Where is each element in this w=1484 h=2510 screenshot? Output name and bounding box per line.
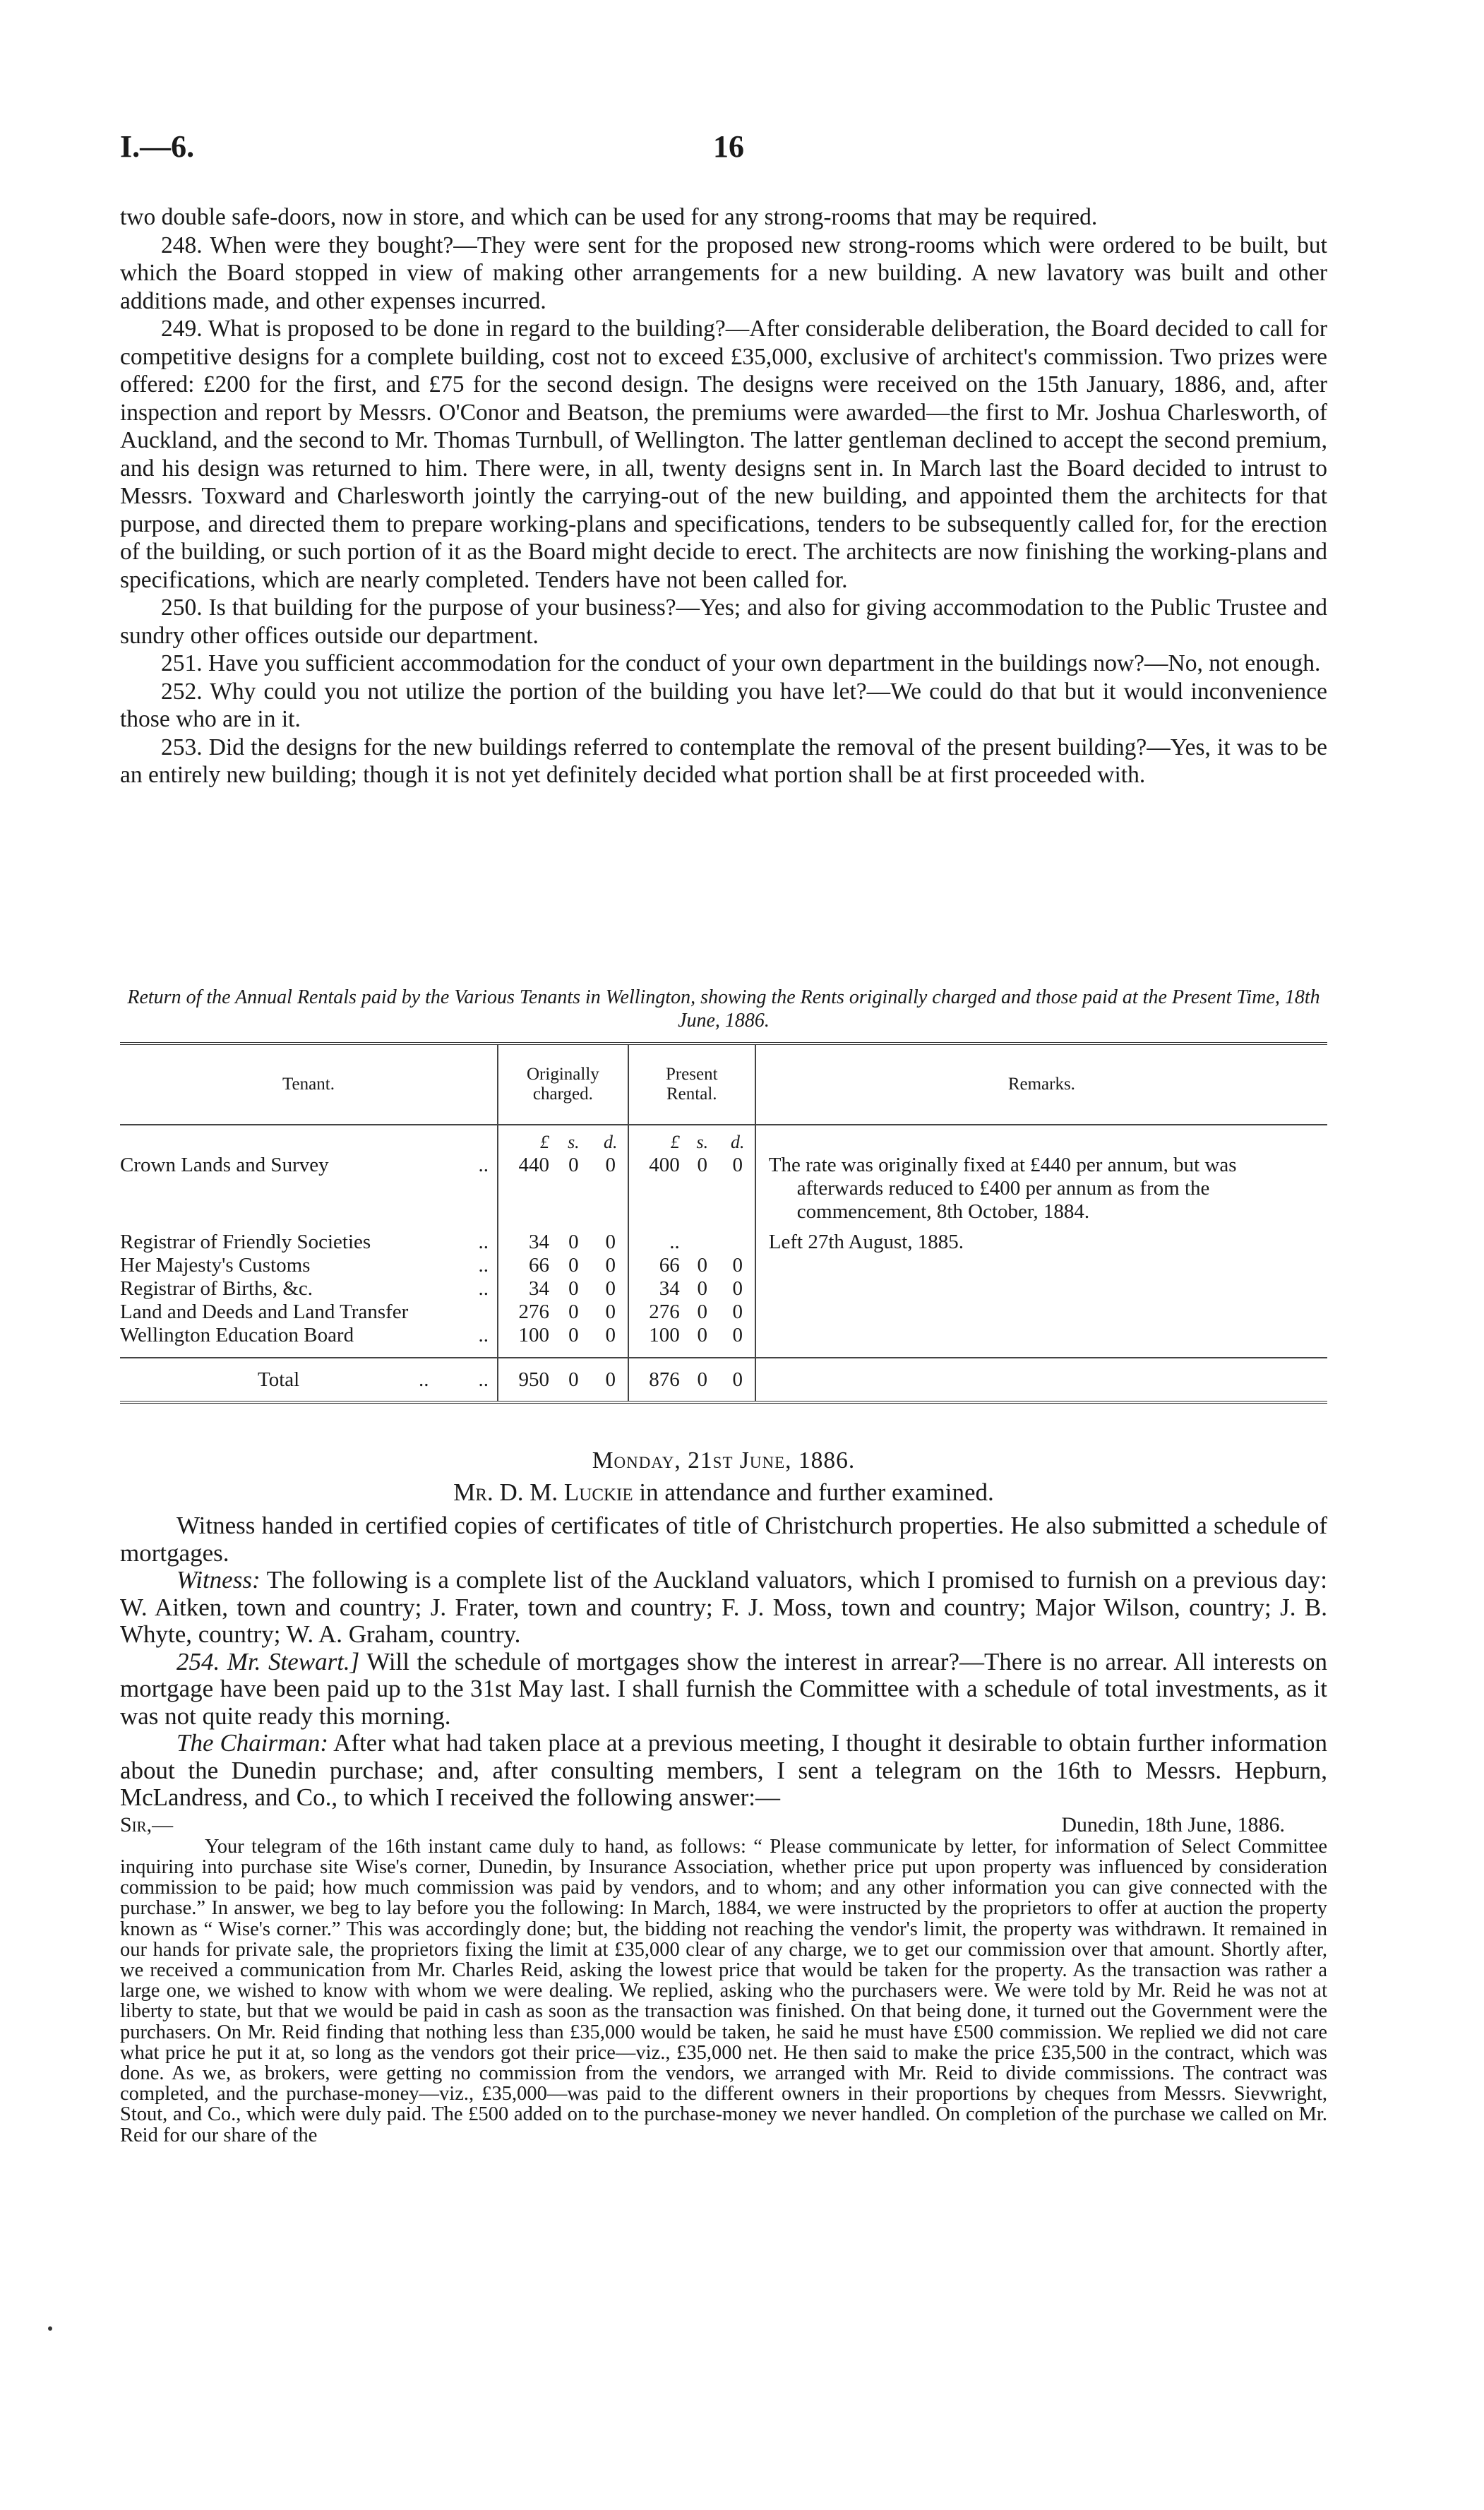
meeting-paragraphs: [120, 1512, 1327, 1812]
tenant-name: Crown Lands and Survey: [120, 1154, 329, 1176]
orig-pence: 0: [605, 1231, 616, 1253]
pres-pounds: 100: [649, 1324, 680, 1346]
dot-leader: ..: [478, 1231, 489, 1253]
pres-pence: 0: [732, 1324, 743, 1346]
unit-shillings: s.: [696, 1132, 709, 1152]
orig-shillings: 0: [568, 1254, 579, 1277]
speaker: The Chairman:: [176, 1729, 329, 1757]
margin-mark: [48, 2326, 52, 2331]
orig-shillings: 0: [568, 1277, 579, 1300]
table-row: [120, 1154, 1327, 1231]
attendance-line: [120, 1478, 1327, 1507]
pres-pounds: 276: [649, 1301, 680, 1323]
orig-pounds: 276: [518, 1301, 549, 1323]
orig-shillings: 0: [568, 1231, 579, 1253]
table-row: [120, 1324, 1327, 1358]
orig-shillings: 0: [568, 1301, 579, 1323]
orig-pounds: 34: [529, 1277, 549, 1300]
paragraph-text: The following is a complete list of the Auckland valuators, which I promised to furnish on a previous day: W. Aitken, town and country; J. Frater, town and country; F. J. Moss, town and country; Major Wilson, country; J. B. Whyte, country; W. A. Graham, country.: [120, 1566, 1327, 1648]
table-row: [120, 1231, 1327, 1254]
total-pres-shillings: 0: [697, 1368, 708, 1391]
dot-leader: ..: [478, 1277, 489, 1300]
pres-shillings: 0: [697, 1324, 708, 1346]
paragraph-text: After what had taken place at a previous meeting, I thought it desirable to obtain further information about the Dunedin purchase; and, after consulting members, I sent a telegram on the 16th to Messrs. Hepburn, McLandress, and Co., to which I received the following answer:—: [120, 1729, 1327, 1811]
tenant-name: Land and Deeds and Land Transfer: [120, 1301, 409, 1323]
total-orig-pence: 0: [605, 1368, 616, 1391]
unit-pence: d.: [604, 1132, 618, 1152]
paragraph: [120, 1567, 1327, 1649]
units-row: [120, 1125, 1327, 1154]
witness-name: Mr. D. M. Luckie: [453, 1478, 633, 1506]
page-number: 16: [713, 129, 744, 164]
pres-pence: 0: [732, 1254, 743, 1277]
pres-shillings: 0: [697, 1301, 708, 1323]
table-row: [120, 1301, 1327, 1324]
pres-shillings: [690, 1231, 715, 1254]
remarks-cell: Left 27th August, 1885.: [755, 1231, 1327, 1254]
speaker: Witness:: [176, 1566, 261, 1594]
header-original: Originally charged.: [498, 1045, 628, 1125]
pres-pounds: 66: [659, 1254, 680, 1277]
total-orig-pounds: 950: [518, 1368, 549, 1391]
tenant-name: Registrar of Births, &c.: [120, 1277, 313, 1300]
pres-shillings: 0: [697, 1254, 708, 1277]
letter: [120, 1812, 1327, 2146]
dot-leader: ..: [478, 1368, 489, 1391]
total-row: [120, 1358, 1327, 1401]
attendance-text: in attendance and further examined.: [633, 1478, 994, 1506]
orig-pounds: 440: [518, 1154, 549, 1176]
paragraph: [120, 1730, 1327, 1812]
pres-shillings: 0: [697, 1154, 708, 1176]
total-pres-pence: 0: [732, 1368, 743, 1391]
header-present: Present Rental.: [628, 1045, 755, 1125]
question-251: 251. Have you sufficient accommodation for the conduct of your own department in the buildings now?—No, not enough.: [161, 650, 1321, 676]
pres-pence: 0: [732, 1277, 743, 1300]
orig-shillings: 0: [568, 1324, 579, 1346]
unit-shillings: s.: [568, 1132, 580, 1152]
unit-pence: d.: [731, 1132, 745, 1152]
remarks-cell: [755, 1324, 1327, 1358]
pres-pence: 0: [732, 1301, 743, 1323]
total-orig-shillings: 0: [568, 1368, 579, 1391]
speaker: 254. Mr. Stewart.]: [176, 1647, 360, 1675]
question-248: 248. When were they bought?—They were sent for the proposed new strong-rooms which were ordered to be built, but which the Board stopped in view of making other arrangements for a new building. A new lavatory was built and other additions made, and other expenses incurred.: [120, 232, 1327, 314]
rentals-table: [120, 1045, 1327, 1401]
unit-pounds: £: [540, 1132, 549, 1152]
meeting-date-heading: Monday, 21st June, 1886.: [592, 1447, 856, 1474]
dot-leader: ..: [478, 1154, 489, 1176]
orig-pence: 0: [605, 1301, 616, 1323]
orig-pence: 0: [605, 1277, 616, 1300]
pres-pounds: ..: [669, 1231, 680, 1253]
tenant-name: Wellington Education Board: [120, 1324, 354, 1346]
total-label: Total: [258, 1368, 300, 1391]
paragraph-text: Will the schedule of mortgages show the interest in arrear?—There is no arrear. All interests on mortgage have been paid up to the 31st May last. I shall furnish the Committee with a schedule of total investments, as it was not quite ready this morning.: [120, 1647, 1327, 1730]
orig-pounds: 66: [529, 1254, 549, 1277]
salutation: Sir,—: [120, 1812, 174, 1836]
letter-body: Your telegram of the 16th instant came duly to hand, as follows: “ Please communicate by letter, for information of Select Committee inquiring into purchase site Wise's corner, Dunedin, by Insurance Association, whether price put upon property was influenced by consideration commission to be paid; how much commission was paid by vendors, and to whom; and any other information you can give connected with the purchase.” In answer, we beg to lay before you the following: In March, 1884, we were instructed by the proprietors to offer at auction the property known as “ Wise's corner.” This was accordingly done; but, the bidding not reaching the vendor's limit, the property was withdrawn. It remained in our hands for private sale, the proprietors fixing the limit at £35,000 clear of any charge, we to get our commission over that amount. Shortly after, we received a communication from Mr. Charles Reid, asking the lowest price that would be taken for the property. As the transaction was rather a large one, we wished to know with whom we were dealing. We replied, asking who the purchasers were. We were told by Mr. Reid he was not at liberty to state, but that we would be paid in cash as soon as the transaction was finished. On that being done, it turned out the Government were the purchasers. On Mr. Reid finding that nothing less than £35,000 would be taken, he said he must have £500 commission. We replied we did not care what price he put it at, so long as the vendors got their price—viz., £35,000 net. He then said to make the price £35,500 in the contract, which was done. As we, as brokers, were getting no commission from the vendors, we arranged with Mr. Reid to divide commissions. The contract was completed, and the purchase-money—viz., £35,000—was paid to the different owners in their proportions by cheques from Messrs. Sievwright, Stout, and Co., which were duly paid. The £500 added on to the purchase-money we never handled. On completion of the purchase we called on Mr. Reid for our share of the: [120, 1835, 1327, 2146]
document-reference: I.—6.: [120, 129, 195, 164]
page-header: [120, 129, 1327, 171]
pres-pence: [725, 1231, 750, 1254]
place-date: Dunedin, 18th June, 1886.: [1061, 1812, 1285, 1836]
table-header-row: [120, 1045, 1327, 1125]
meeting-section: [120, 1447, 1327, 2146]
question-253: 253. Did the designs for the new buildings referred to contemplate the removal of the present building?—Yes, it was to be an entirely new building; though it is not yet definitely decided what portion shall be at first proceeded with.: [120, 734, 1327, 788]
paragraph: [120, 1649, 1327, 1731]
question-252: 252. Why could you not utilize the portion of the building you have let?—We could do that but it would inconvenience those who are in it.: [120, 678, 1327, 732]
orig-pounds: 100: [518, 1324, 549, 1346]
rentals-table-frame: [120, 1042, 1327, 1404]
tenant-name: Her Majesty's Customs: [120, 1254, 311, 1277]
remarks-cell: The rate was originally fixed at £440 per annum, but was afterwards reduced to £400 per annum as from the commencement, 8th October, 1884.: [755, 1154, 1327, 1231]
orig-pounds: 34: [529, 1231, 549, 1253]
tenant-name: Registrar of Friendly Societies: [120, 1231, 371, 1253]
dot-leader: ..: [478, 1254, 489, 1277]
orig-pence: 0: [605, 1324, 616, 1346]
question-249: 249. What is proposed to be done in regard to the building?—After considerable deliberation, the Board decided to call for competitive designs for a complete building, cost not to exceed £35,000, exclusive of architect's commission. Two prizes were offered: £200 for the first, and £75 for the second design. The designs were received on the 15th January, 1886, and, after inspection and report by Messrs. O'Conor and Beatson, the premiums were awarded—the first to Mr. Joshua Charlesworth, of Auckland, and the second to Mr. Thomas Turnbull, of Wellington. The latter gentleman declined to accept the second premium, and his design was returned to him. There were, in all, twenty designs sent in. In March last the Board decided to intrust to Messrs. Toxward and Charlesworth jointly the carrying-out of the new building, and appointed them the architects for that purpose, and directed them to prepare working-plans and specifications, tenders to be subsequently called for, for the erection of the building, or such portion of it as the Board might decide to erect. The architects are now finishing the working-plans and specifications, which are nearly completed. Tenders have not been called for.: [120, 316, 1327, 593]
letter-heading: [120, 1812, 1327, 1836]
paragraph: [120, 1512, 1327, 1567]
total-pres-pounds: 876: [649, 1368, 680, 1391]
unit-pounds: £: [670, 1132, 680, 1152]
dot-leader: ..: [419, 1368, 429, 1391]
paragraph-text: Witness handed in certified copies of certificates of title of Christchurch properties. He also submitted a schedule of mortgages.: [120, 1512, 1327, 1567]
table-row: [120, 1254, 1327, 1277]
question-250: 250. Is that building for the purpose of your business?—Yes; and also for giving accommodation to the Public Trustee and sundry other offices outside our department.: [120, 594, 1327, 649]
header-remarks: Remarks.: [755, 1045, 1327, 1125]
remarks-cell: [755, 1277, 1327, 1301]
remarks-cell: [755, 1301, 1327, 1324]
pres-shillings: 0: [697, 1277, 708, 1300]
orig-pence: 0: [605, 1254, 616, 1277]
testimony-top: [120, 203, 1327, 789]
pres-pence: 0: [732, 1154, 743, 1176]
header-tenant: Tenant.: [282, 1075, 335, 1094]
paragraph: two double safe-doors, now in store, and which can be used for any strong-rooms that may be required.: [120, 204, 1098, 230]
orig-shillings: 0: [568, 1154, 579, 1176]
table-row: [120, 1277, 1327, 1301]
pres-pounds: 400: [649, 1154, 680, 1176]
pres-pounds: 34: [659, 1277, 680, 1300]
table-caption: Return of the Annual Rentals paid by the Various Tenants in Wellington, showing the Rents originally charged and those paid at the Present Time, 18th June, 1886.: [127, 986, 1320, 1032]
remarks-cell: [755, 1254, 1327, 1277]
orig-pence: 0: [605, 1154, 616, 1176]
dot-leader: ..: [478, 1324, 489, 1346]
rentals-table-wrapper: [120, 1042, 1327, 1404]
